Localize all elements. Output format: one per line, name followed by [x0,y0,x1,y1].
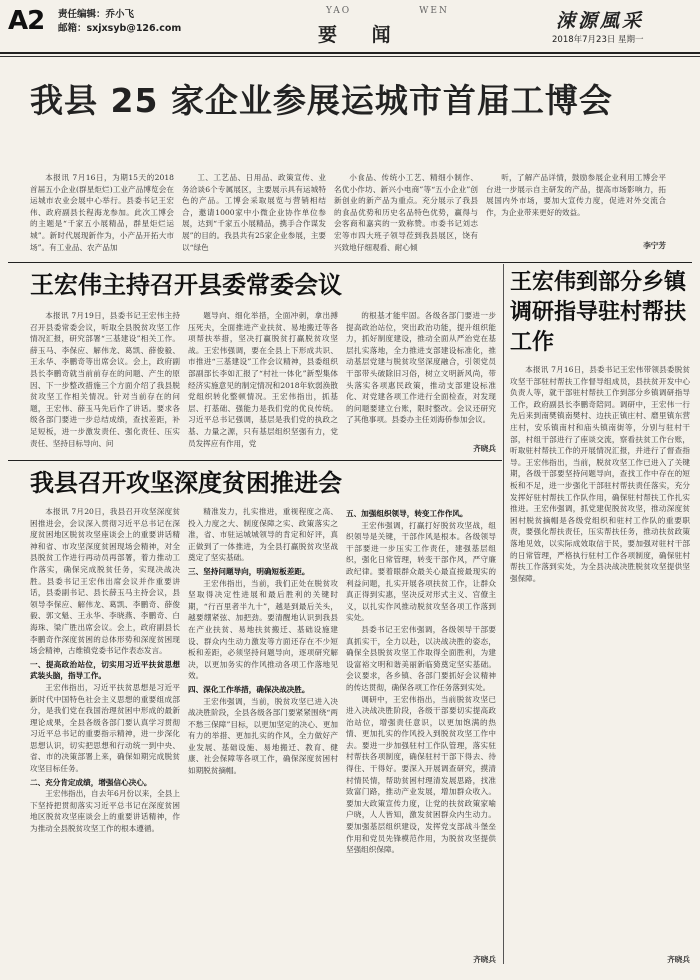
story4-col-1-text: 本报讯 7月20日，我县召开攻坚深度贫困推进会，会议深入贯彻习近平总书记在深度贫困地区脱贫攻坚座谈会上的重要讲话精神和省、市攻坚深度贫困现场会精神，对全县脱贫工作进行再动员再部署，着力推动工作落实，确保完成脱贫任务，实现决战决胜。县委书记王宏伟出席会议并作重要讲话，县委副书记、县长薛玉马主持会议，县领导李保应、解伟龙、葛凯、李鹏奇、薛俊毅、郭文魁、王永华、李晓燕、李鹏奇、白海珠、梁广胜出席会议。会上，政府副县长李鹏奇作深度贫困的总体形势和深度贫困现场会精神，古维镇党委书记作表态发言。 [30,507,180,656]
story2-divider [8,460,502,461]
lead-col-4 [486,172,666,234]
lead-col-3-text: 小食品、传统小工艺、精细小制作、名优小作坊、新兴小电商”等“五小企业”创新创业的新产品为重点。充分展示了我县的食品优势和历史名品特色优势，赢得与会客商和嘉宾的一致称赞。市委书记刘志宏等市四大班子领导莅到我县展区，饶有兴致地仔细观看、耐心倾 [334,173,478,252]
header-rule [0,52,700,54]
lead-divider [8,262,692,263]
story4-headline: 我县召开攻坚深度贫困推进会 [30,469,342,497]
right-column-divider [503,264,504,964]
lead-col-3 [334,172,478,257]
lead-col-1 [30,172,174,257]
story4-col-2-text: 精准发力，扎实推进，重视程度之高、投入力度之大、制度保障之实、政策落实之准，省、市驻运城城领导的肯定和好评，真正做到了一体推进，为全县打赢脱贫攻坚战奠定了坚实基础。 [188,507,338,563]
story4-col-2b-text: 王宏伟指出，当前，我们正处在脱贫攻坚取得决定性进展和最后胜利的关键时期，“行百里者半九十”，越是到最后关头，越要绷紧弦、加把劲。要清醒地认识到我县在产业扶贫、易地扶贫搬迁、基础设施建设、群众内生动力激发等方面还存在不少短板和差距，必须坚持问题导向，逐项研究解决，以更加务实的作风推动各项工作落地见效。 [188,578,338,681]
editor-label: 责任编辑：乔小飞 [58,9,135,20]
lead-col-2 [182,172,326,257]
lead-headline: 我县 25 家企业参展运城市首届工博会 [30,81,613,120]
lead-col-1-text: 本报讯 7月16日，为期15天的2018首届五小企业(群星炬烂)工业产品博览会在运城市农业会展中心举行。县委书记王宏伟、政府副县长程海龙参加。此次工博会的主题是“千家五小展精品，群星炬烂运城”。新时代展现新作为，小产品开拓大市场”。有工业品、农产品加 [30,173,174,252]
brand-title: 涑源風采 [556,10,645,32]
editor-info [58,8,181,36]
story4-sub-4: 四、深化工作举措，确保决战决胜。 [188,684,310,694]
issue-date: 2018年7月23日 星期一 [552,35,644,45]
story2-col-2-text: 题导向、细化举措，全面冲刺，拿出搏压死夫，全面推进产业扶贫、易地搬迁等各项帮扶举措，坚决打赢脱贫打赢脱贫攻坚战。王宏伟强调，要在全县上下形成共识、市推进“三基建设”工作会议精神，县委组织部副部长李如汇报了“村社一体化”新型集体经济实施意见的制定情况和2018年软弱涣散党组织转化整顿情况。王宏伟指出，抓基层、打基础、强能力是我们党的优良传统。习近平总书记强调，基层是我们党的执政之基、力量之源，只有基层组织坚强有力，党员发挥应有作用，党 [188,311,338,448]
section-title: 要 闻 [318,24,405,46]
yaowen-latin [292,6,483,16]
lead-col-2-text: 工、工艺品、日用品、政策宣传、业务洽谈6个专属展区，主要展示具有运城特色的产品。工博会采取展览与营销相结合，邀请1000家中小微企业协作单位参展，达到“千家五小展精品，携手合作谋发展”的目的。我县共有25家企业参展，主要以“绿色 [182,173,326,252]
story4-sub-1: 一、提高政治站位，切实用习近平扶贫思想武装头脑，指导工作。 [30,659,180,681]
email-label: 邮箱：sxjxsyb@126.com [58,23,182,34]
story2-col-1 [30,310,180,456]
story4-byline: 齐晓兵 [473,955,496,964]
story4-col-2 [188,506,338,970]
story4-sub-2: 二、充分肯定成绩，增强信心决心。 [30,777,152,787]
page-no-label: A2 [8,6,45,36]
story2-col-1-text: 本报讯 7月19日，县委书记王宏伟主持召开县委常委会议，听取全县脱贫攻坚工作情况汇报，研究部署“三基建设”相关工作。薛玉马、李保应、解伟龙、葛凯、薛俊毅、王永华、李鹏奇等出席会议。会上，政府副县长李鹏奇就当前前存在的问题、产生的原因、下一步整改措施三个方面介绍了我县脱贫攻坚工作相关情况。针对当前存在的问题，王宏伟、薛玉马先后作了讲话。要求各级各部门要进一步总结成绩，查找差距，补足短板，进一步激发责任、强化责任、压实责任、坚持目标导向、问 [30,311,180,448]
story2-col-3 [346,310,496,442]
story2-col-2 [188,310,338,456]
lead-byline: 李宁芳 [643,241,666,250]
header-rule-thin [0,56,700,57]
story3-col-text: 本报讯 7月16日，县委书记王宏伟带领县委脱贫攻坚干部驻村帮扶工作督导组成员，县扶贫开发中心负责人等，就干部驻村帮扶工作到部分乡镇调研指导工作，政府副县长李鹏奇陪同。调研中，王宏伟一行先后来到南樊镇南樊村、边扶正镇庄村、磨里镇东营庄村，安乐镇南村和庙头镇南街等，分别与驻村干部，村组干部进行了座谈交流，察看扶贫工作台账，听取驻村帮扶工作的开展情况汇报，并进行了督查指导。王宏伟指出，当前，脱贫攻坚工作已进入了关键期，各级干部要坚持问题导向，查找工作中存在的短板和不足，进一步强化干部驻村帮扶责任落实，充分发挥好驻村帮扶工作队作用，确保驻村帮扶工作扎实推进。王宏伟强调，抓党建促脱贫攻坚，推动深度贫困村脱贫摘帽是各级党组织和驻村工作队的重要职责，要强化帮扶责任，压实帮扶任务，推动扶贫政策落地见效，以实际成效取信于民，要加强对驻村干部的日常管理，严格执行驻村工作各项制度，确保驻村帮扶工作落到实处，为全县决战决胜脱贫攻坚提供坚强保障。 [510,365,690,583]
story3-byline: 齐晓兵 [667,955,690,964]
story2-col-3-text: 的根基才能牢固。各级各部门要进一步提高政治站位，突出政治功能，提升组织能力，抓好制度建设，推动全面从严治党在基层扎实落地，全力推进支部建设标准化，推动基层党建与脱贫攻坚深度融合，引领党员干部带头破除旧习俗，树立文明新风尚，带头落实各项惠民政策，推动支部建设标准化、对党建各项工作进行全面检查，对发现的问题要建立台账，限时整改。会议还研究了其他事项。县委办主任刘海侨参加会议。 [346,311,496,425]
story4-col-3-text: 王宏伟强调，打赢打好脱贫攻坚战，组织领导是关键，干部作风是根本。各级领导干部要进一步压实工作责任，建强基层组织，强化日常管理，转变干部作风，严守廉政纪律。要着眼群众最关心最直接最现实的利益问题，扎实开展各项扶贫工作，让群众真正得到实惠，坚决反对形式主义、官僚主义，以扎实作风推动脱贫攻坚各项工作落到实处。 [346,520,496,623]
story4-col-3b-text: 县委书记王宏伟强调，各级领导干部要真抓实干，全力以赴，以决战决胜的姿态，确保全县脱贫攻坚工作取得全面胜利，为建设富裕文明和谐美丽新临猗奠定坚实基础。会议要求，各乡镇、各部门要抓好会议精神的传达贯彻，确保各项工作任务落到实处。 [346,624,496,692]
story4-col-2c-text: 王宏伟强调，当前，脱贫攻坚已进入决战决胜阶段，全县各级各部门要紧紧围绕“两不愁三保障”目标，以更加坚定的决心、更加有力的举措、更加扎实的作风，全力做好产业发展、基础设施、易地搬迁、教育、健康、社会保障等各项工作，确保深度贫困村如期脱贫摘帽。 [188,696,338,776]
story4-sub-3: 三、坚持问题导向，明确短板差距。 [188,566,310,576]
story4-col-1b-text: 王宏伟指出，习近平扶贫思想是习近平新时代中国特色社会主义思想的重要组成部分，是我们党在我国治理贫困中形成的最新理论成果，全县各级各部门要认真学习贯彻习近平总书记的重要指示精神，进一步深化思想认识，切实把思想和行动统一到中央、省、市的决策部署上来，确保如期完成脱贫攻坚目标任务。 [30,682,180,774]
story4-col-1c-text: 王宏伟指出，自去年6月份以来，全县上下坚持把贯彻落实习近平总书记在深度贫困地区脱贫攻坚座谈会上的重要讲话精神，作为推动全县脱贫攻坚工作的根本遵循。 [30,789,180,834]
story4-col-3 [346,506,496,950]
story4-col-4-text: 调研中，王宏伟指出，当前脱贫攻坚已进入决战决胜阶段，各级干部要切实提高政治站位，增强责任意识，以更加饱满的热情、更加扎实的作风投入到脱贫攻坚工作中去。要进一步加强驻村工作队管理，落实驻村帮扶各项制度，确保驻村干部下得去、待得住、干得好。要深入开展调查研究，摸清村情民情，帮助贫困村理清发展思路，找准致富门路，推动产业发展，增加群众收入。要加大政策宣传力度，让党的扶贫政策家喻户晓，人人皆知，激发贫困群众内生动力。要加强基层组织建设，发挥党支部战斗堡垒作用和党员先锋模范作用，为脱贫攻坚提供坚强组织保障。 [346,694,496,855]
lead-col-4-text: 听，了解产品详情，鼓励参展企业利用工博会平台进一步展示自主研发的产品，提高市场影响力，拓展国内外市场，要加大宣传力度，促进对外交流合作，为企业带来更好的效益。 [486,173,666,217]
yao-text: YAO [326,6,352,16]
story3-col [510,364,690,952]
story2-headline: 王宏伟主持召开县委常委会议 [30,271,342,299]
story2-byline: 齐晓兵 [473,444,496,453]
story3-headline: 王宏伟到部分乡镇调研指导驻村帮扶工作 [510,270,687,355]
page-number [8,6,44,36]
story4-col-1 [30,506,180,970]
wen-text: WEN [419,6,449,16]
story4-sub-5: 五、加强组织领导，转变工作作风。 [346,509,468,518]
